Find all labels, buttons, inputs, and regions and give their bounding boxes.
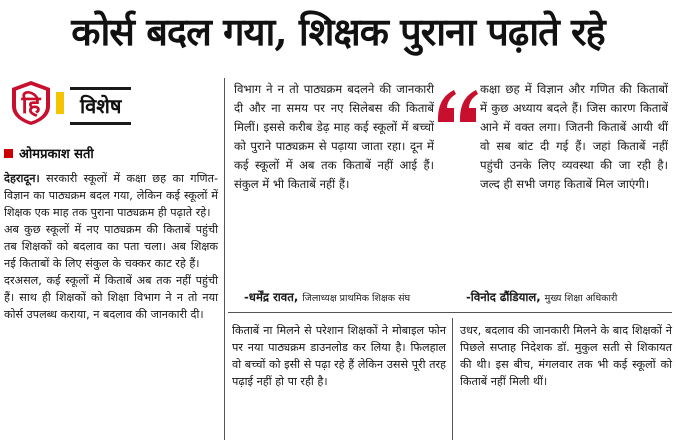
quote-mark-icon	[432, 80, 484, 128]
quote-bottom-rule	[228, 312, 672, 313]
column-divider-1	[224, 78, 225, 440]
column-2-bottom: किताबें ना मिलने से परेशान शिक्षकों ने मोबाइल फोन पर नया पाठ्यक्रम डाउनलोड कर लिया है। फिलहाल वो बच्चों को इसी से पढ़ा रहे हैं लेकिन उससे पूरी तरह पढ़ाई नहीं हो पा रही है।	[232, 324, 446, 388]
column-divider-2	[452, 318, 453, 440]
byline-text: ओमप्रकाश सती	[19, 147, 94, 162]
paragraph-1-text: सरकारी स्कूलों में कक्षा छह का गणित-विज्ञान का पाठ्यक्रम बदल गया, लेकिन कई स्कूलों में शिक्षक एक माह तक पुराना पाठ्यक्रम ही पढ़ाते रहे।	[4, 172, 218, 219]
dateline: देहरादून।	[4, 172, 40, 185]
quote-1-name: -धर्मेंद्र रावत,	[244, 290, 299, 304]
quote-2-name: -विनोद ढौंडियाल,	[466, 290, 541, 304]
quote-box-2	[480, 80, 668, 194]
quote-2-signature	[466, 290, 672, 305]
quote-1-role: जिलाध्यक्ष प्राथमिक शिक्षक संघ	[302, 293, 411, 304]
column-1	[4, 170, 218, 323]
paragraph-3: दरअसल, कई स्कूलों में किताबें अब तक नहीं पहुंची हैं। साथ ही शिक्षकों को शिक्षा विभाग ने न तो नया कोर्स उपलब्ध कराया, न बदलाव की जानकारी दी।	[4, 274, 218, 321]
column-3-bottom: उधर, बदलाव की जानकारी मिलने के बाद शिक्षकों ने पिछले सप्ताह निदेशक डॉ. मुकुल सती से शिकायत की थी। इस बीच, मंगलवार तक भी कई स्कूलों को किताबें नहीं मिली थीं।	[460, 324, 672, 388]
section-badge	[10, 80, 182, 128]
badge-label: विशेष	[70, 87, 131, 125]
byline	[4, 146, 94, 164]
quote-2-text: कक्षा छह में विज्ञान और गणित की किताबों में कुछ अध्याय बदले हैं। जिस कारण किताबें आने में वक्त लगा। जितनी किताबें आयी थीं वो सब बांट दी गई हैं। जहां किताबें नहीं पहुंची उनके लिए व्यवस्था की जा रही है। जल्द ही सभी जगह किताबें मिल जाएंगी।	[480, 82, 668, 191]
logo-text: हि	[21, 91, 41, 119]
badge-bar	[56, 92, 64, 114]
paragraph-2: अब कुछ स्कूलों में नए पाठ्यक्रम की किताबें पहुंची तब शिक्षकों को बदलाव का पता चला। अब शिक्षक नई किताबों के लिए संकुल के चक्कर काट रहे हैं।	[4, 223, 218, 270]
hi-logo-icon	[10, 80, 52, 126]
quote-2-role: मुख्य शिक्षा अधिकारी	[544, 293, 618, 304]
paragraph-1	[4, 170, 218, 221]
quote-1-signature	[244, 290, 480, 305]
quote-1-text: विभाग ने न तो पाठ्यक्रम बदलने की जानकारी दी और ना समय पर नए सिलेबस की किताबें मिलीं। इससे करीब डेढ़ माह कई स्कूलों में बच्चों को पुराने पाठ्यक्रम से पढ़ाया जाता रहा। दून में कई स्कूलों में अब तक किताबें नहीं आई हैं। संकुल में भी किताबें नहीं हैं।	[234, 82, 434, 191]
quote-box-1	[234, 80, 434, 194]
byline-square-icon	[4, 149, 13, 158]
headline: कोर्स बदल गया, शिक्षक पुराना पढ़ाते रहे	[71, 9, 605, 54]
